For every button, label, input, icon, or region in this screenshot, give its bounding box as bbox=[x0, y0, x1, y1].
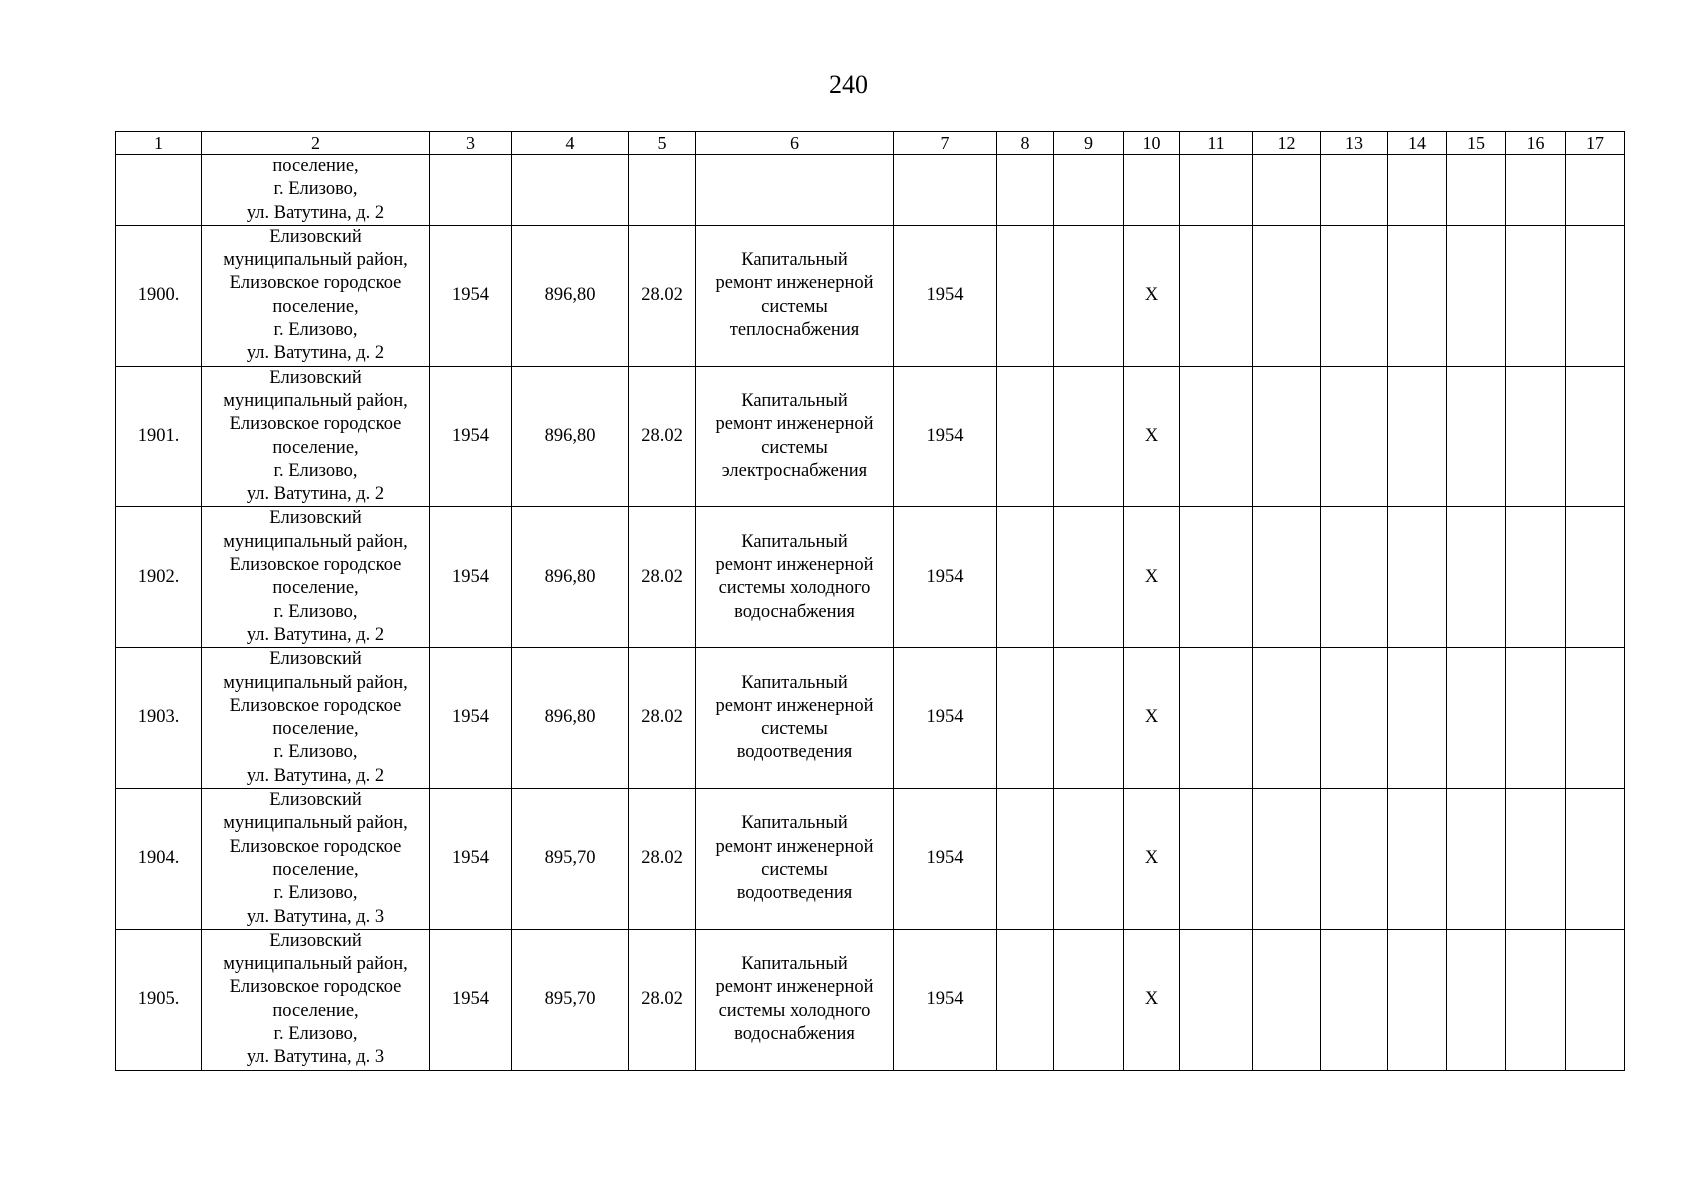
cell-empty bbox=[1321, 929, 1388, 1070]
address-line: Елизовское городское bbox=[229, 555, 402, 576]
cell-empty bbox=[1054, 225, 1124, 366]
cell-number: 1901. bbox=[116, 366, 202, 507]
column-header: 16 bbox=[1506, 132, 1566, 155]
cell-number: 1903. bbox=[116, 648, 202, 789]
column-number-row bbox=[116, 132, 1625, 155]
cell-empty bbox=[1506, 155, 1566, 226]
cell-year-2: 1954 bbox=[894, 648, 997, 789]
cell-empty bbox=[696, 155, 894, 226]
cell-code: 28.02 bbox=[629, 789, 696, 930]
cell-area: 896,80 bbox=[512, 648, 629, 789]
address-line: ул. Ватутина, д. 3 bbox=[246, 1047, 385, 1068]
cell-empty bbox=[1253, 366, 1321, 507]
work-line: Капитальный bbox=[741, 813, 848, 834]
cell-address bbox=[202, 929, 430, 1070]
work-line: электроснабжения bbox=[721, 460, 868, 481]
address-line: ул. Ватутина, д. 2 bbox=[246, 202, 385, 223]
cell-empty bbox=[1566, 789, 1625, 930]
cell-empty bbox=[1506, 507, 1566, 648]
address-line: муниципальный район, bbox=[223, 672, 408, 693]
work-line: ремонт инженерной bbox=[715, 555, 874, 576]
address-line: поселение, bbox=[272, 859, 359, 880]
work-line: системы bbox=[761, 296, 828, 317]
cell-year: 1954 bbox=[430, 648, 512, 789]
work-line: водоснабжения bbox=[734, 1023, 855, 1044]
cell-empty bbox=[1566, 929, 1625, 1070]
address-line: Елизовский bbox=[269, 367, 362, 388]
address-line: поселение, bbox=[272, 296, 359, 317]
address-line: муниципальный район, bbox=[223, 954, 408, 975]
column-header: 8 bbox=[997, 132, 1054, 155]
work-line: системы bbox=[761, 437, 828, 458]
cell-year: 1954 bbox=[430, 789, 512, 930]
address-line: Елизовское городское bbox=[229, 273, 402, 294]
cell-empty bbox=[1388, 155, 1447, 226]
cell-address bbox=[202, 155, 430, 226]
column-header: 2 bbox=[202, 132, 430, 155]
cell-empty bbox=[1253, 507, 1321, 648]
cell-empty bbox=[1447, 648, 1506, 789]
cell-empty bbox=[1253, 225, 1321, 366]
cell-year: 1954 bbox=[430, 225, 512, 366]
cell-work-type bbox=[696, 507, 894, 648]
column-header: 6 bbox=[696, 132, 894, 155]
address-line: Елизовский bbox=[269, 930, 362, 951]
cell-area: 895,70 bbox=[512, 929, 629, 1070]
column-header: 3 bbox=[430, 132, 512, 155]
cell-empty bbox=[1054, 789, 1124, 930]
cell-empty bbox=[997, 507, 1054, 648]
cell-area: 896,80 bbox=[512, 225, 629, 366]
cell-empty bbox=[1388, 507, 1447, 648]
cell-empty bbox=[1566, 225, 1625, 366]
cell-year: 1954 bbox=[430, 929, 512, 1070]
cell-empty bbox=[1447, 225, 1506, 366]
cell-empty bbox=[1506, 648, 1566, 789]
work-line: водоотведения bbox=[736, 883, 853, 904]
cell-empty bbox=[1054, 155, 1124, 226]
cell-empty bbox=[1054, 366, 1124, 507]
cell-empty bbox=[1253, 648, 1321, 789]
cell-number: 1904. bbox=[116, 789, 202, 930]
cell-mark: X bbox=[1124, 789, 1180, 930]
address-line: Елизовское городское bbox=[229, 414, 402, 435]
cell-empty bbox=[1253, 155, 1321, 226]
cell-year-2: 1954 bbox=[894, 789, 997, 930]
address-line: ул. Ватутина, д. 2 bbox=[246, 765, 385, 786]
cell-empty bbox=[1321, 366, 1388, 507]
cell-empty bbox=[1388, 648, 1447, 789]
address-line: Елизовское городское bbox=[229, 836, 402, 857]
cell-address bbox=[202, 225, 430, 366]
address-line: г. Елизово, bbox=[273, 883, 358, 904]
address-line: г. Елизово, bbox=[273, 320, 358, 341]
cell-address bbox=[202, 366, 430, 507]
cell-empty bbox=[1447, 155, 1506, 226]
address-line: ул. Ватутина, д. 2 bbox=[246, 343, 385, 364]
address-line: поселение, bbox=[272, 437, 359, 458]
registry-table bbox=[115, 131, 1625, 1071]
cell-year-2: 1954 bbox=[894, 366, 997, 507]
cell-number: 1900. bbox=[116, 225, 202, 366]
table-row bbox=[116, 507, 1625, 648]
cell-empty bbox=[1447, 929, 1506, 1070]
work-line: ремонт инженерной bbox=[715, 977, 874, 998]
cell-empty bbox=[1054, 648, 1124, 789]
address-line: Елизовское городское bbox=[229, 977, 402, 998]
column-header: 5 bbox=[629, 132, 696, 155]
cell-empty bbox=[997, 929, 1054, 1070]
work-line: ремонт инженерной bbox=[715, 273, 874, 294]
cell-empty bbox=[997, 225, 1054, 366]
cell-area: 896,80 bbox=[512, 507, 629, 648]
cell-empty bbox=[1321, 507, 1388, 648]
cell-work-type bbox=[696, 366, 894, 507]
column-header: 15 bbox=[1447, 132, 1506, 155]
cell-empty bbox=[1180, 507, 1253, 648]
address-line: ул. Ватутина, д. 3 bbox=[246, 906, 385, 927]
cell-empty bbox=[1388, 789, 1447, 930]
cell-year-2: 1954 bbox=[894, 929, 997, 1070]
address-line: муниципальный район, bbox=[223, 250, 408, 271]
cell-number: 1902. bbox=[116, 507, 202, 648]
cell-work-type bbox=[696, 225, 894, 366]
address-line: г. Елизово, bbox=[273, 601, 358, 622]
column-header: 10 bbox=[1124, 132, 1180, 155]
work-line: системы bbox=[761, 859, 828, 880]
cell-year-2: 1954 bbox=[894, 225, 997, 366]
cell-empty bbox=[1180, 366, 1253, 507]
cell-empty bbox=[1506, 225, 1566, 366]
cell-code: 28.02 bbox=[629, 929, 696, 1070]
cell-empty bbox=[1566, 507, 1625, 648]
cell-area: 896,80 bbox=[512, 366, 629, 507]
address-line: г. Елизово, bbox=[273, 742, 358, 763]
cell-empty bbox=[1253, 789, 1321, 930]
cell-empty bbox=[1180, 789, 1253, 930]
cell-empty bbox=[1506, 929, 1566, 1070]
cell-year-2: 1954 bbox=[894, 507, 997, 648]
cell-empty bbox=[1566, 155, 1625, 226]
address-line: ул. Ватутина, д. 2 bbox=[246, 484, 385, 505]
address-line: муниципальный район, bbox=[223, 813, 408, 834]
work-line: системы холодного bbox=[718, 578, 871, 599]
work-line: системы холодного bbox=[718, 1000, 871, 1021]
cell-empty bbox=[1388, 366, 1447, 507]
cell-empty bbox=[1180, 929, 1253, 1070]
cell-area: 895,70 bbox=[512, 789, 629, 930]
cell-empty bbox=[1447, 789, 1506, 930]
work-line: Капитальный bbox=[741, 250, 848, 271]
page-number: 240 bbox=[829, 70, 868, 99]
cell-address bbox=[202, 648, 430, 789]
address-line: поселение, bbox=[272, 719, 359, 740]
cell-mark: X bbox=[1124, 507, 1180, 648]
cell-empty bbox=[1054, 929, 1124, 1070]
address-line: ул. Ватутина, д. 2 bbox=[246, 624, 385, 645]
work-line: Капитальный bbox=[741, 672, 848, 693]
cell-address bbox=[202, 507, 430, 648]
cell-mark: X bbox=[1124, 366, 1180, 507]
continued-row bbox=[116, 155, 1625, 226]
column-header: 12 bbox=[1253, 132, 1321, 155]
cell-empty bbox=[512, 155, 629, 226]
address-line: Елизовский bbox=[269, 649, 362, 670]
cell-empty bbox=[1447, 366, 1506, 507]
cell-empty bbox=[1321, 789, 1388, 930]
cell-empty bbox=[1506, 789, 1566, 930]
work-line: ремонт инженерной bbox=[715, 836, 874, 857]
work-line: Капитальный bbox=[741, 954, 848, 975]
address-line: муниципальный район, bbox=[223, 390, 408, 411]
cell-work-type bbox=[696, 789, 894, 930]
cell-mark: X bbox=[1124, 225, 1180, 366]
column-header: 9 bbox=[1054, 132, 1124, 155]
table-row bbox=[116, 648, 1625, 789]
cell-work-type bbox=[696, 929, 894, 1070]
cell-year: 1954 bbox=[430, 366, 512, 507]
cell-empty bbox=[997, 366, 1054, 507]
cell-empty bbox=[1253, 929, 1321, 1070]
column-header: 13 bbox=[1321, 132, 1388, 155]
cell-empty bbox=[1180, 155, 1253, 226]
table-row bbox=[116, 366, 1625, 507]
table-row bbox=[116, 789, 1625, 930]
cell-empty bbox=[1321, 225, 1388, 366]
column-header: 14 bbox=[1388, 132, 1447, 155]
cell-empty bbox=[997, 648, 1054, 789]
table-row bbox=[116, 929, 1625, 1070]
cell-mark: X bbox=[1124, 648, 1180, 789]
work-line: теплоснабжения bbox=[729, 320, 860, 341]
address-line: г. Елизово, bbox=[273, 1023, 358, 1044]
address-line: поселение, bbox=[272, 1000, 359, 1021]
cell-empty bbox=[1388, 929, 1447, 1070]
column-header: 11 bbox=[1180, 132, 1253, 155]
cell-empty bbox=[1054, 507, 1124, 648]
cell-empty bbox=[1321, 155, 1388, 226]
cell-code: 28.02 bbox=[629, 225, 696, 366]
cell-empty bbox=[1180, 225, 1253, 366]
cell-empty bbox=[894, 155, 997, 226]
cell-number bbox=[116, 155, 202, 226]
work-line: Капитальный bbox=[741, 390, 848, 411]
table-row bbox=[116, 225, 1625, 366]
cell-year: 1954 bbox=[430, 507, 512, 648]
work-line: системы bbox=[761, 719, 828, 740]
cell-empty bbox=[997, 155, 1054, 226]
address-line: г. Елизово, bbox=[273, 460, 358, 481]
cell-mark: X bbox=[1124, 929, 1180, 1070]
cell-code: 28.02 bbox=[629, 366, 696, 507]
cell-work-type bbox=[696, 648, 894, 789]
address-line: муниципальный район, bbox=[223, 531, 408, 552]
cell-code: 28.02 bbox=[629, 648, 696, 789]
cell-empty bbox=[1566, 648, 1625, 789]
work-line: ремонт инженерной bbox=[715, 695, 874, 716]
cell-address bbox=[202, 789, 430, 930]
cell-number: 1905. bbox=[116, 929, 202, 1070]
cell-empty bbox=[1124, 155, 1180, 226]
cell-empty bbox=[629, 155, 696, 226]
address-line: Елизовский bbox=[269, 790, 362, 811]
column-header: 4 bbox=[512, 132, 629, 155]
cell-empty bbox=[1506, 366, 1566, 507]
work-line: водоснабжения bbox=[734, 601, 855, 622]
address-line: Елизовский bbox=[269, 508, 362, 529]
address-line: г. Елизово, bbox=[273, 179, 358, 200]
work-line: водоотведения bbox=[736, 742, 853, 763]
address-line: поселение, bbox=[272, 156, 359, 176]
column-header: 1 bbox=[116, 132, 202, 155]
cell-empty bbox=[430, 155, 512, 226]
column-header: 17 bbox=[1566, 132, 1625, 155]
column-header: 7 bbox=[894, 132, 997, 155]
cell-empty bbox=[1321, 648, 1388, 789]
address-line: поселение, bbox=[272, 578, 359, 599]
work-line: Капитальный bbox=[741, 531, 848, 552]
address-line: Елизовское городское bbox=[229, 695, 402, 716]
cell-empty bbox=[1180, 648, 1253, 789]
cell-empty bbox=[1388, 225, 1447, 366]
work-line: ремонт инженерной bbox=[715, 414, 874, 435]
cell-empty bbox=[1447, 507, 1506, 648]
cell-empty bbox=[997, 789, 1054, 930]
cell-empty bbox=[1566, 366, 1625, 507]
address-line: Елизовский bbox=[269, 226, 362, 247]
cell-code: 28.02 bbox=[629, 507, 696, 648]
